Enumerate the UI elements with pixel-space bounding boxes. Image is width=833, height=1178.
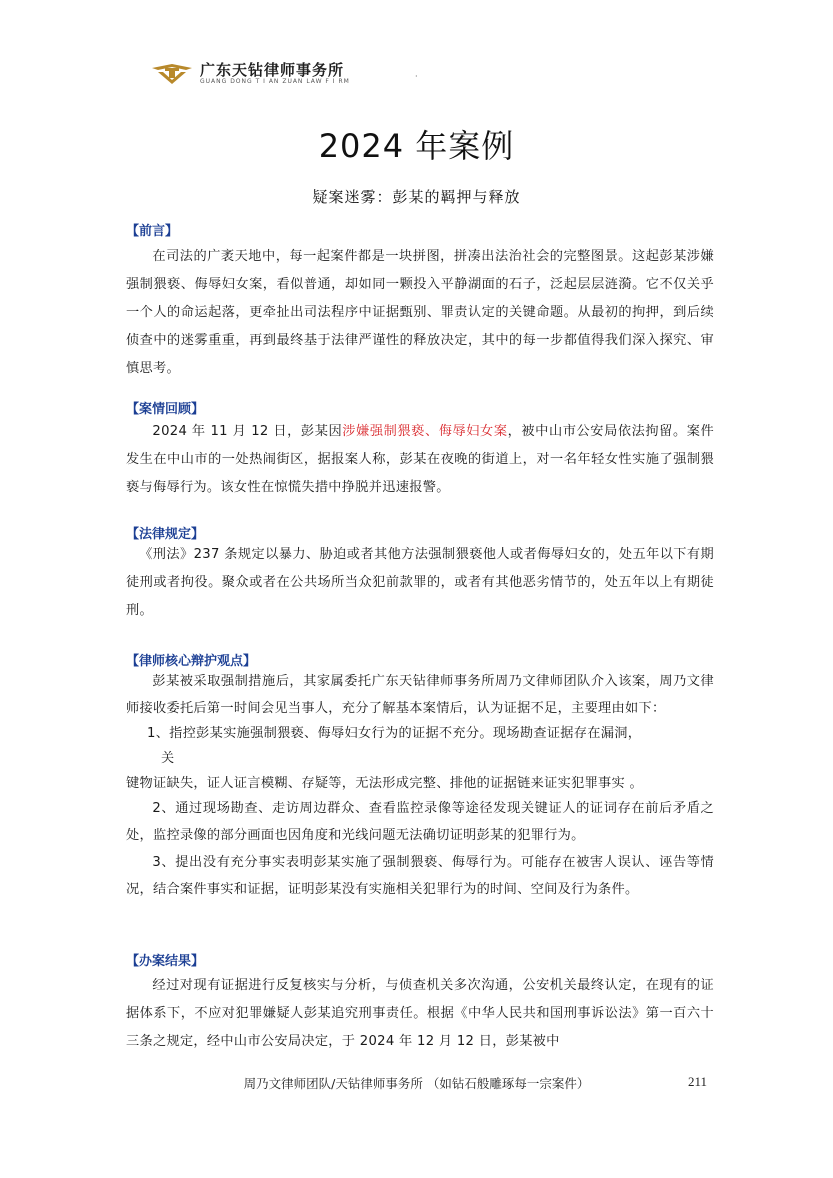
header-dot: · [415, 72, 418, 81]
preface-text: 在司法的广袤天地中，每一起案件都是一块拼图，拼凑出法治社会的完整图景。这起彭某涉嫌强制猥亵、侮辱妇女案，看似普通，却如同一颗投入平静湖面的石子，泛起层层涟漪。它不仅关乎一个人的命运起落，更牵扯出司法程序中证据甄别、罪责认定的关键命题。从最初的拘押，到后续侦查中的迷雾重重，再到最终基于法律严谨性的释放决定，其中的每一步都值得我们深入探究、审慎思考。 [126, 249, 714, 376]
defense-point1-line3: 键物证缺失，证人证言模糊、存疑等，无法形成完整、排他的证据链来证实犯罪事实 。 [126, 776, 644, 791]
defense-point2: 2、通过现场勘查、走访周边群众、查看监控录像等途径发现关键证人的证词存在前后矛盾之处，监控录像的部分画面也因角度和光线问题无法确切证明彭某的犯罪行为。 [126, 801, 714, 843]
case-review-text-after: ，被中山市公安局依法拘留。案件发生在中山市的一处热闹街区，据报案人称，彭某在夜晚的街道上，对一名年轻女性实施了强制猥亵与侮辱行为。该女性在惊慌失措中挣脱并迅速报警。 [126, 424, 715, 495]
defense-heading: 【律师核心辩护观点】 [126, 654, 257, 669]
page-number: 211 [688, 1074, 708, 1089]
firm-emblem-icon [150, 62, 194, 86]
page-footer: 周乃文律师团队/天钻律师事务所 （如钻石般雕琢每一宗案件） [243, 1076, 590, 1091]
firm-name-cn: 广东天钻律师事务所 [200, 61, 345, 79]
defense-point1-line2: 关 [161, 751, 175, 766]
result-text: 经过对现有证据进行反复核实与分析，与侦查机关多次沟通，公安机关最终认定，在现有的证据体系下，不应对犯罪嫌疑人彭某追究刑事责任。根据《中华人民共和国刑事诉讼法》第一百六十三条之规定，经中山市公安局决定，于 2024 年 12 月 12 日，彭某被中 [126, 978, 714, 1049]
page-title: 2024 年案例 [318, 127, 515, 165]
case-review-text [126, 418, 714, 502]
case-review-text-before: 2024 年 11 月 12 日，彭某因 [152, 424, 343, 439]
legal-heading: 【法律规定】 [126, 527, 205, 542]
legal-text: 《刑法》237 条规定以暴力、胁迫或者其他方法强制猥亵他人或者侮辱妇女的，处五年以下有期徒刑或者拘役。聚众或者在公共场所当众犯前款罪的，或者有其他恶劣情节的，处五年以上有期徒刑。 [126, 547, 714, 618]
firm-name-en: GUANG DONG T I AN ZUAN LAW F I RM [200, 78, 350, 85]
case-review-highlight: 涉嫌强制猥亵、侮辱妇女案 [342, 424, 508, 439]
preface-heading: 【前言】 [126, 224, 179, 239]
defense-point3: 3、提出没有充分事实表明彭某实施了强制猥亵、侮辱行为。可能存在被害人误认、诬告等情况，结合案件事实和证据，证明彭某没有实施相关犯罪行为的时间、空间及行为条件。 [126, 855, 714, 897]
defense-point1-line1: 1、指控彭某实施强制猥亵、侮辱妇女行为的证据不充分。现场勘查证据存在漏洞， [147, 726, 642, 741]
case-review-heading: 【案情回顾】 [126, 402, 205, 417]
page-subtitle: 疑案迷雾：彭某的羁押与释放 [312, 188, 521, 206]
defense-intro: 彭某被采取强制措施后，其家属委托广东天钻律师事务所周乃文律师团队介入该案，周乃文律师接收委托后第一时间会见当事人，充分了解基本案情后，认为证据不足，主要理由如下： [126, 674, 714, 716]
result-heading: 【办案结果】 [126, 954, 205, 969]
firm-logo [150, 60, 350, 88]
